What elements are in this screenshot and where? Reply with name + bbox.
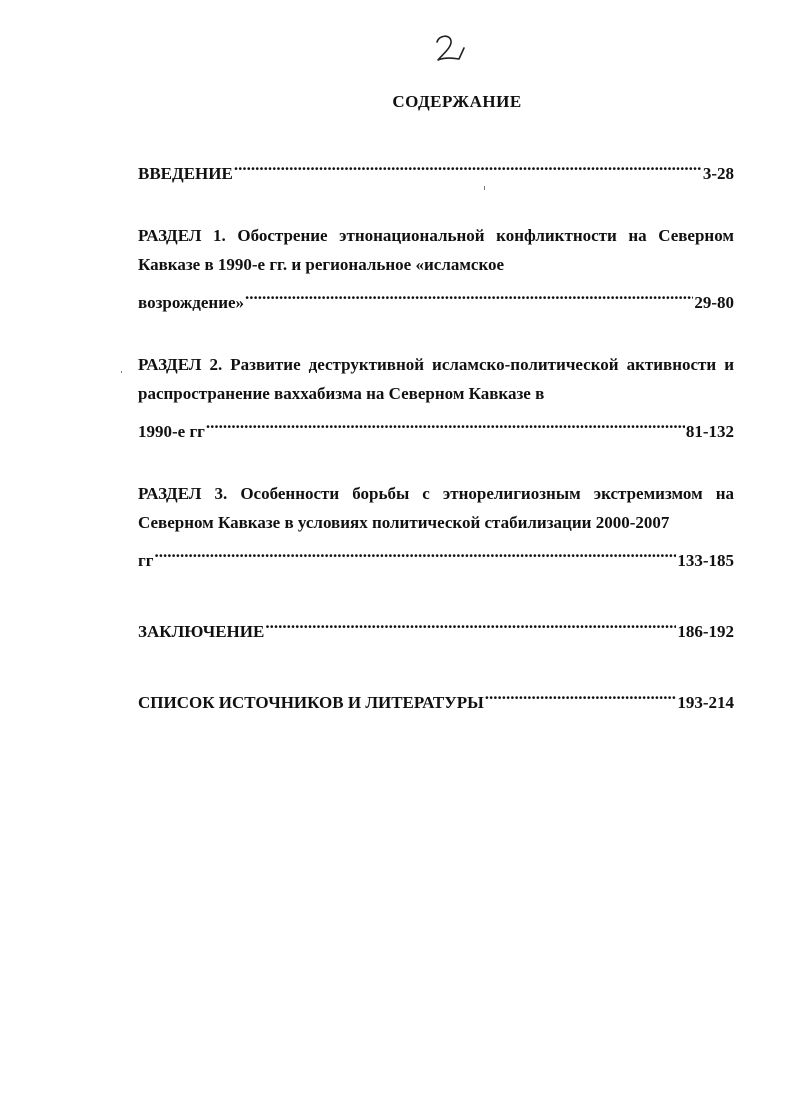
toc-entry-line bbox=[138, 408, 734, 446]
toc-entry-pages: 133-185 bbox=[677, 551, 734, 570]
toc-entry-section-3 bbox=[138, 479, 734, 575]
toc-entry-introduction bbox=[138, 150, 734, 188]
toc-entry-title: РАЗДЕЛ 3. Особенности борьбы с этнорелигиозным экстремизмом на Северном Кавказе в условиях политической стабилизации 2000-2007 bbox=[138, 484, 734, 532]
toc-entry-title-end: 1990-е гг bbox=[138, 422, 205, 441]
toc-entry-section-2 bbox=[138, 350, 734, 446]
toc-entry-conclusion bbox=[138, 608, 734, 646]
toc-entry-title-end: возрождение» bbox=[138, 293, 245, 312]
toc-entry-line bbox=[138, 537, 734, 575]
toc-entry-title: ВВЕДЕНИЕ bbox=[138, 164, 233, 183]
dot-leader bbox=[234, 150, 702, 179]
toc-entry-title: РАЗДЕЛ 1. Обострение этнонациональной конфликтности на Северном Кавказе в 1990-е гг. и региональное «исламское bbox=[138, 226, 734, 274]
toc-entry-title: РАЗДЕЛ 2. Развитие деструктивной исламско-политической активности и распространение ваххабизма на Северном Кавказе в bbox=[138, 355, 734, 403]
page-title: СОДЕРЖАНИЕ bbox=[392, 92, 522, 111]
toc-entry-pages: 81-132 bbox=[685, 422, 734, 441]
scan-speck bbox=[121, 371, 122, 373]
dot-leader bbox=[485, 679, 677, 708]
toc-entry-title: СПИСОК ИСТОЧНИКОВ И ЛИТЕРАТУРЫ bbox=[138, 693, 484, 712]
dot-leader bbox=[245, 279, 693, 308]
toc-entry-line bbox=[138, 679, 734, 717]
dot-leader bbox=[265, 608, 676, 637]
table-of-contents bbox=[138, 150, 734, 717]
toc-entry-bibliography bbox=[138, 679, 734, 717]
toc-entry-line bbox=[138, 279, 734, 317]
toc-entry-line bbox=[138, 150, 734, 188]
handwritten-page-number bbox=[428, 28, 468, 68]
toc-entry-pages: 3-28 bbox=[702, 164, 734, 183]
scan-speck bbox=[484, 186, 485, 190]
toc-entry-section-1 bbox=[138, 221, 734, 317]
toc-entry-title-end: гг bbox=[138, 551, 154, 570]
dot-leader bbox=[154, 537, 676, 566]
toc-entry-line bbox=[138, 608, 734, 646]
dot-leader bbox=[206, 408, 685, 437]
handwritten-digit-2-icon bbox=[428, 28, 468, 68]
toc-entry-pages: 193-214 bbox=[677, 693, 734, 712]
toc-entry-title: ЗАКЛЮЧЕНИЕ bbox=[138, 622, 265, 641]
toc-entry-pages: 186-192 bbox=[677, 622, 734, 641]
toc-entry-pages: 29-80 bbox=[694, 293, 734, 312]
